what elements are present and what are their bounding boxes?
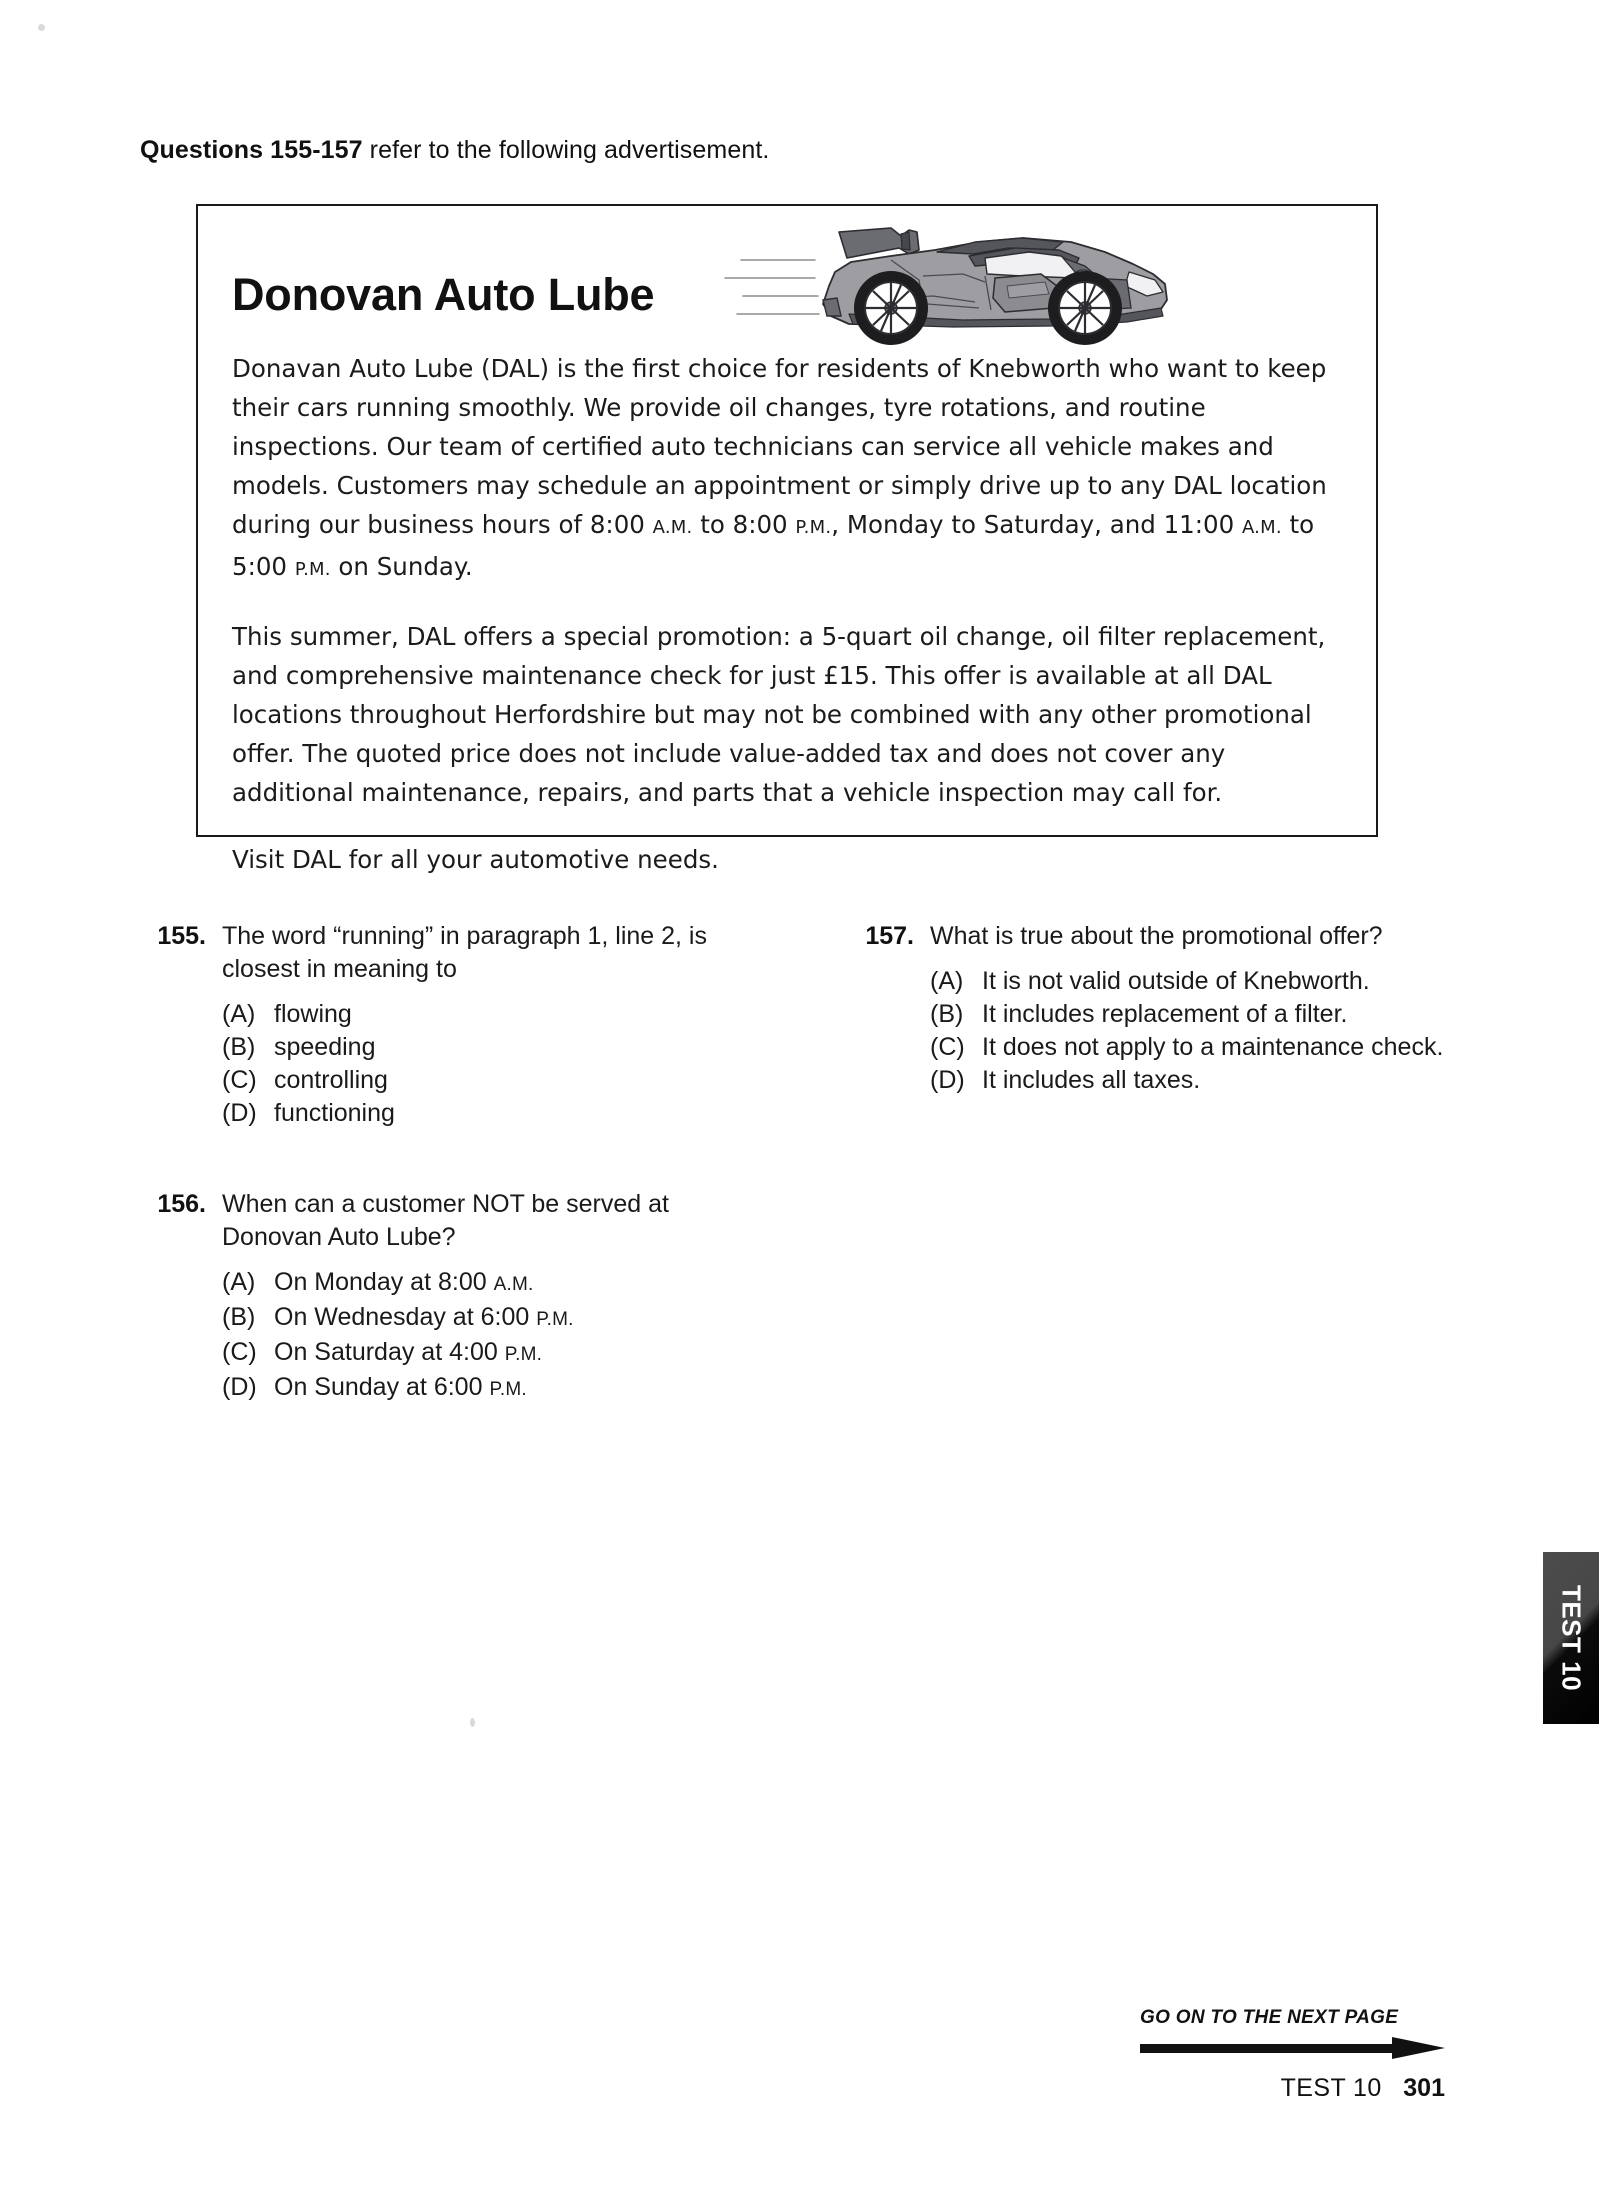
question-column-right bbox=[848, 920, 1468, 1155]
scan-artifact bbox=[38, 24, 45, 31]
choice-text: It includes replacement of a filter. bbox=[982, 1000, 1348, 1028]
choice-text: controlling bbox=[274, 1066, 388, 1094]
choice-157-a[interactable] bbox=[930, 965, 1468, 998]
footer-page-number: 301 bbox=[1403, 2074, 1445, 2102]
ad-title: Donovan Auto Lube bbox=[232, 269, 655, 320]
choice-letter: (A) bbox=[222, 1268, 256, 1296]
ad-p1-pm2: P.M. bbox=[294, 559, 331, 580]
ad-p1-a: Donavan Auto Lube (DAL) is the first choice for residents of Knebworth who want to keep their cars running smoothly. We provide oil changes, tyre rotations, and routine inspections. Our team of certified auto technicians can service all vehicle makes and models. Customers may schedule an appointment or simply drive up to any DAL location during our business hours of 8:00 bbox=[232, 354, 1327, 539]
question-156 bbox=[140, 1188, 760, 1406]
questions-header bbox=[140, 136, 769, 165]
question-156-choices bbox=[140, 1266, 760, 1406]
choice-letter: (C) bbox=[930, 1033, 965, 1061]
question-155 bbox=[140, 920, 760, 1130]
ad-p1-e: on Sunday. bbox=[330, 552, 473, 581]
advertisement-box bbox=[196, 204, 1378, 874]
choice-text: On Monday at 8:00 A.M. bbox=[274, 1268, 534, 1296]
question-155-number: 155. bbox=[157, 922, 206, 950]
footer-test-label: TEST 10 bbox=[1280, 2074, 1397, 2102]
choice-156-d[interactable] bbox=[222, 1371, 760, 1406]
question-157-text: What is true about the promotional offer? bbox=[930, 922, 1383, 950]
choice-155-b[interactable] bbox=[222, 1031, 760, 1064]
choice-157-b[interactable] bbox=[930, 998, 1468, 1031]
choice-letter: (A) bbox=[930, 967, 964, 995]
choice-meridiem: P.M. bbox=[489, 1379, 527, 1400]
ad-paragraph-1 bbox=[232, 349, 1338, 589]
question-157-number: 157. bbox=[865, 922, 914, 950]
choice-text: functioning bbox=[274, 1099, 395, 1127]
choice-155-a[interactable] bbox=[222, 998, 760, 1031]
choice-text: flowing bbox=[274, 1000, 352, 1028]
choice-157-d[interactable] bbox=[930, 1064, 1468, 1097]
choice-meridiem: P.M. bbox=[504, 1344, 543, 1365]
choice-157-c[interactable] bbox=[930, 1031, 1468, 1064]
choice-letter: (A) bbox=[222, 1000, 256, 1028]
ad-p1-am1: A.M. bbox=[652, 517, 693, 538]
question-157 bbox=[848, 920, 1468, 1097]
ad-p1-c: , Monday to Saturday, and 11:00 bbox=[831, 510, 1242, 539]
choice-text: It is not valid outside of Knebworth. bbox=[982, 967, 1370, 995]
questions-range: Questions 155-157 bbox=[140, 136, 363, 164]
choice-letter: (D) bbox=[222, 1099, 257, 1127]
sports-car-icon bbox=[723, 216, 1173, 351]
choice-text: It includes all taxes. bbox=[982, 1066, 1201, 1094]
choice-letter: (C) bbox=[222, 1066, 257, 1094]
choice-155-d[interactable] bbox=[222, 1097, 760, 1130]
ad-body-text bbox=[232, 349, 1338, 879]
ad-p1-am2: A.M. bbox=[1241, 517, 1282, 538]
go-on-next-page-text: GO ON TO THE NEXT PAGE bbox=[1140, 2007, 1399, 2028]
choice-letter: (B) bbox=[222, 1303, 256, 1331]
choice-text: On Sunday at 6:00 P.M. bbox=[274, 1373, 527, 1401]
page-footer bbox=[1180, 2074, 1445, 2103]
choice-text: speeding bbox=[274, 1033, 376, 1061]
questions-header-rest: refer to the following advertisement. bbox=[362, 136, 770, 164]
right-arrow-icon bbox=[1140, 2035, 1445, 2061]
question-156-text: When can a customer NOT be served at Donovan Auto Lube? bbox=[222, 1190, 669, 1251]
choice-155-c[interactable] bbox=[222, 1064, 760, 1097]
scan-artifact bbox=[470, 1718, 475, 1727]
choice-meridiem: P.M. bbox=[536, 1309, 574, 1330]
question-155-choices bbox=[140, 998, 760, 1130]
choice-text: It does not apply to a maintenance check. bbox=[982, 1033, 1444, 1061]
question-155-text: The word “running” in paragraph 1, line 2, is closest in meaning to bbox=[222, 922, 707, 983]
question-column-left bbox=[140, 920, 760, 1464]
ad-p1-pm1: P.M. bbox=[795, 517, 832, 538]
choice-letter: (C) bbox=[222, 1338, 257, 1366]
choice-156-a[interactable] bbox=[222, 1266, 760, 1301]
ad-p1-b: to 8:00 bbox=[692, 510, 796, 539]
choice-meridiem: A.M. bbox=[493, 1274, 534, 1295]
choice-text: On Saturday at 4:00 P.M. bbox=[274, 1338, 543, 1366]
choice-letter: (D) bbox=[930, 1066, 965, 1094]
choice-156-b[interactable] bbox=[222, 1301, 760, 1336]
choice-letter: (B) bbox=[222, 1033, 256, 1061]
ad-p1-d: to 5:00 bbox=[232, 510, 1315, 581]
side-test-tab-label: TEST 10 bbox=[1556, 1584, 1587, 1692]
ad-paragraph-3: Visit DAL for all your automotive needs. bbox=[232, 845, 719, 874]
choice-letter: (B) bbox=[930, 1000, 964, 1028]
choice-letter: (D) bbox=[222, 1373, 257, 1401]
question-156-number: 156. bbox=[157, 1190, 206, 1218]
choice-156-c[interactable] bbox=[222, 1336, 760, 1371]
side-test-tab bbox=[1543, 1552, 1599, 1724]
question-157-choices bbox=[848, 965, 1468, 1097]
choice-text: On Wednesday at 6:00 P.M. bbox=[274, 1303, 574, 1331]
ad-paragraph-2: This summer, DAL offers a special promotion: a 5-quart oil change, oil filter replacement, and comprehensive maintenance check for just £15. This offer is available at all DAL locations throughout Herfordshire but may not be combined with any other promotional offer. The quoted price does not include value-added tax and does not cover any additional maintenance, repairs, and parts that a vehicle inspection may call for. bbox=[232, 622, 1326, 807]
